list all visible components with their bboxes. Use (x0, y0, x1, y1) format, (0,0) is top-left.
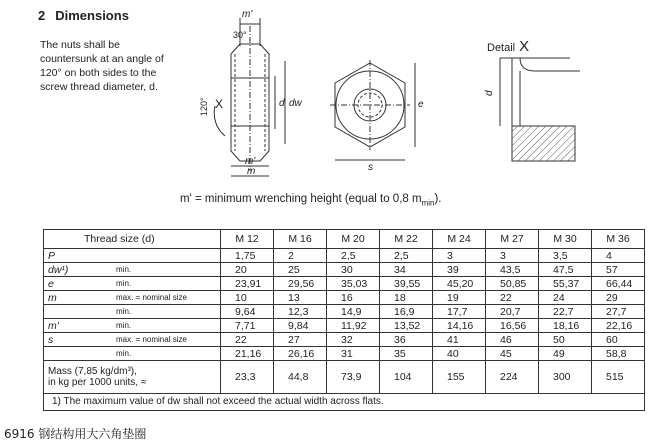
label-d: d (279, 98, 285, 109)
label-e: e (418, 99, 424, 110)
table-cell: 30 (327, 263, 380, 277)
table-cell: 3,5 (539, 249, 592, 263)
table-cell: 41 (433, 333, 486, 347)
table-cell: 21,16 (221, 347, 274, 361)
table-cell: 14,16 (433, 319, 486, 333)
row-qualifier: min. (112, 319, 221, 333)
table-cell: 1,75 (221, 249, 274, 263)
table-row (44, 249, 645, 263)
table-row (44, 291, 645, 305)
mass-label: Mass (7,85 kg/dm³), in kg per 1000 units, ≈ (44, 361, 221, 394)
table-cell: 47,5 (539, 263, 592, 277)
table-cell: 16,9 (380, 305, 433, 319)
table-cell: 46 (486, 333, 539, 347)
table-cell: 2,5 (327, 249, 380, 263)
table-header-row (44, 230, 645, 249)
label-s: s (368, 162, 373, 173)
table-cell: 10 (221, 291, 274, 305)
table-cell: 9,64 (221, 305, 274, 319)
row-qualifier: max. = nominal size (112, 333, 221, 347)
table-cell: 29 (592, 291, 645, 305)
row-qualifier: min. (112, 277, 221, 291)
table-cell: 9,84 (274, 319, 327, 333)
table-row (44, 333, 645, 347)
table-cell: 50 (539, 333, 592, 347)
section-heading: Dimensions (55, 8, 129, 23)
table-row (44, 319, 645, 333)
size-header: M 16 (274, 230, 327, 249)
mass-value: 73,9 (327, 361, 380, 394)
table-cell: 34 (380, 263, 433, 277)
thread-size-header: Thread size (d) (44, 230, 221, 249)
table-cell: 25 (274, 263, 327, 277)
table-cell: 32 (327, 333, 380, 347)
image-caption: 6916 钢结构用大六角垫圈 (4, 427, 147, 441)
label-m-prime-top: m' (242, 9, 253, 20)
mass-value: 23,3 (221, 361, 274, 394)
row-qualifier (112, 249, 221, 263)
row-symbol (44, 305, 113, 319)
table-cell: 27 (274, 333, 327, 347)
mass-row (44, 361, 645, 394)
mass-value: 300 (539, 361, 592, 394)
row-symbol: P (44, 249, 113, 263)
size-header: M 22 (380, 230, 433, 249)
table-cell: 13,52 (380, 319, 433, 333)
table-cell: 40 (433, 347, 486, 361)
section-number: 2 (38, 8, 46, 23)
size-header: M 24 (433, 230, 486, 249)
table-row (44, 347, 645, 361)
table-cell: 45 (486, 347, 539, 361)
row-symbol (44, 347, 113, 361)
table-cell: 12,3 (274, 305, 327, 319)
size-header: M 36 (592, 230, 645, 249)
table-cell: 3 (486, 249, 539, 263)
row-symbol: m' (44, 319, 113, 333)
table-cell: 23,91 (221, 277, 274, 291)
footnote: 1) The maximum value of dw shall not exceed the actual width across flats. (44, 394, 645, 411)
size-header: M 30 (539, 230, 592, 249)
section-title (38, 8, 129, 23)
row-symbol: e (44, 277, 113, 291)
table-cell: 39,55 (380, 277, 433, 291)
table-row (44, 277, 645, 291)
table-cell: 13 (274, 291, 327, 305)
table-cell: 18 (380, 291, 433, 305)
table-cell: 57 (592, 263, 645, 277)
detail-label-d: d (484, 90, 495, 96)
row-qualifier: min. (112, 347, 221, 361)
size-header: M 12 (221, 230, 274, 249)
mass-value: 224 (486, 361, 539, 394)
row-symbol: m (44, 291, 113, 305)
table-cell: 17,7 (433, 305, 486, 319)
table-cell: 35 (380, 347, 433, 361)
table-cell: 11,92 (327, 319, 380, 333)
mass-value: 155 (433, 361, 486, 394)
row-qualifier: min. (112, 305, 221, 319)
table-cell: 31 (327, 347, 380, 361)
table-cell: 60 (592, 333, 645, 347)
table-cell: 49 (539, 347, 592, 361)
table-cell: 26,16 (274, 347, 327, 361)
m-prime-note: m' = minimum wrenching height (equal to 0,8 $m_{min}$). (180, 193, 442, 208)
table-cell: 66,44 (592, 277, 645, 291)
table-cell: 24 (539, 291, 592, 305)
row-qualifier: min. (112, 263, 221, 277)
dimensions-table (43, 229, 645, 411)
table-cell: 14,9 (327, 305, 380, 319)
table-cell: 19 (433, 291, 486, 305)
table-cell: 55,37 (539, 277, 592, 291)
nut-top-view-drawing (320, 55, 430, 175)
table-cell: 45,20 (433, 277, 486, 291)
table-cell: 2,5 (380, 249, 433, 263)
label-m-prime-bottom: m' (245, 156, 256, 167)
table-cell: 18,16 (539, 319, 592, 333)
label-x-mark: X (215, 97, 224, 111)
table-cell: 36 (380, 333, 433, 347)
mass-value: 104 (380, 361, 433, 394)
table-cell: 22,7 (539, 305, 592, 319)
table-cell: 50,85 (486, 277, 539, 291)
table-cell: 16 (327, 291, 380, 305)
table-cell: 22 (486, 291, 539, 305)
row-symbol: dw¹) (44, 263, 113, 277)
table-cell: 7,71 (221, 319, 274, 333)
mass-value: 44,8 (274, 361, 327, 394)
row-symbol: s (44, 333, 113, 347)
size-header: M 20 (327, 230, 380, 249)
table-cell: 27,7 (592, 305, 645, 319)
label-dw: dw (289, 98, 302, 109)
table-cell: 22,16 (592, 319, 645, 333)
table-cell: 3 (433, 249, 486, 263)
table-row (44, 263, 645, 277)
table-cell: 35,03 (327, 277, 380, 291)
row-qualifier: max. = nominal size (112, 291, 221, 305)
table-cell: 16,56 (486, 319, 539, 333)
table-cell: 58,8 (592, 347, 645, 361)
label-m: m (247, 166, 256, 177)
table-cell: 22 (221, 333, 274, 347)
table-cell: 43,5 (486, 263, 539, 277)
label-angle-120: 120° (199, 97, 209, 116)
table-cell: 2 (274, 249, 327, 263)
detail-label: Detail X (487, 38, 530, 55)
size-header: M 27 (486, 230, 539, 249)
table-row (44, 305, 645, 319)
table-body (44, 249, 645, 361)
table-cell: 4 (592, 249, 645, 263)
mass-value: 515 (592, 361, 645, 394)
detail-x-drawing (480, 36, 590, 176)
footnote-row (44, 394, 645, 411)
nut-side-view-drawing (195, 6, 305, 181)
label-angle-30: 30° (233, 30, 247, 40)
table-cell: 39 (433, 263, 486, 277)
intro-paragraph: The nuts shall be countersunk at an angle of 120° on both sides to the screw thread diameter, d. (40, 39, 164, 93)
table-cell: 29,56 (274, 277, 327, 291)
table-cell: 20 (221, 263, 274, 277)
table-cell: 20,7 (486, 305, 539, 319)
